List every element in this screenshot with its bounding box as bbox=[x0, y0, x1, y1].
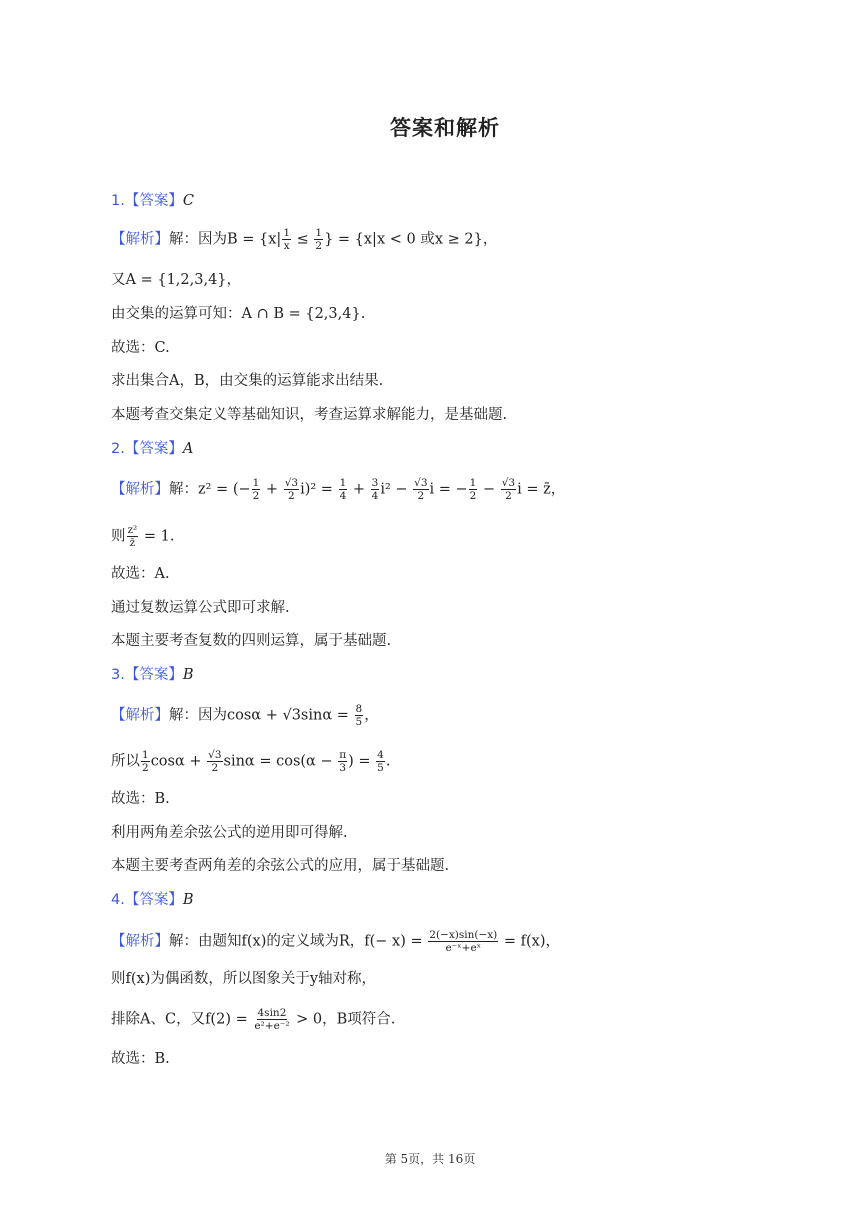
q3-analysis-line-1: 【解析】解：因为cosα + √3sinα = $\frac{8}{5}$ ， bbox=[111, 703, 379, 728]
answer-tag: 【答案】 bbox=[124, 667, 183, 683]
analysis-tag: 【解析】 bbox=[111, 707, 169, 724]
q1-line-3: 由交集的运算可知：A ∩ B = {2,3,4}. bbox=[111, 306, 366, 322]
q2-answer-line bbox=[111, 439, 193, 459]
fraction: $\frac{1}{x}$ bbox=[283, 227, 290, 252]
q1-answer: C bbox=[182, 193, 194, 209]
q4-answer: B bbox=[182, 892, 194, 908]
q2-line-4: 通过复数运算公式即可求解. bbox=[111, 600, 290, 616]
analysis-tag: 【解析】 bbox=[111, 231, 169, 248]
q1-line-4: 故选：C. bbox=[111, 340, 170, 356]
q2-answer: A bbox=[182, 441, 194, 457]
answer-tag: 【答案】 bbox=[124, 441, 183, 457]
q2-line-2: 则 $\frac{\text{z²}}{z̄}$ = 1. bbox=[111, 524, 175, 549]
q4-number: 4. bbox=[111, 892, 125, 908]
q2-analysis-line-1: 【解析】解：z² = (− $\frac{1}{2}$ + $\frac{√3}{2}$ i)² = $\frac{1}{4}$ + $\frac{3}{4}$ i² − $\frac{√3}{2}$ i = − $\frac{1}{2}$ − $\frac{√3}{2}$ i = z̄， bbox=[111, 477, 566, 502]
q3-line-5: 本题主要考查两角差的余弦公式的应用，属于基础题. bbox=[111, 858, 450, 874]
q1-line-5: 求出集合A，B，由交集的运算能求出结果. bbox=[111, 373, 384, 389]
q4-answer-line bbox=[111, 890, 194, 910]
page-footer: 第 5页，共 16页 bbox=[384, 1152, 476, 1166]
q3-number: 3. bbox=[111, 667, 125, 683]
q1-line-2: 又A = {1,2,3,4}， bbox=[111, 272, 242, 288]
q3-line-2: 所以 $\frac{1}{2}$ cosα + $\frac{√3}{2}$ sinα = cos(α − $\frac{\pi}{3}$ ) = $\frac{4}{5}$ . bbox=[111, 749, 391, 774]
q1-number: 1. bbox=[111, 193, 125, 209]
q1-text: 解：因为B = {x| bbox=[169, 231, 282, 248]
q2-number: 2. bbox=[111, 441, 125, 457]
q3-line-3: 故选：B. bbox=[111, 791, 170, 807]
analysis-tag: 【解析】 bbox=[111, 481, 169, 498]
page-title: 答案和解析 bbox=[390, 116, 500, 140]
q3-answer: B bbox=[182, 667, 194, 683]
q2-line-3: 故选：A. bbox=[111, 566, 170, 582]
q1-answer-line bbox=[111, 191, 194, 211]
q1-analysis-line-1: 【解析】解：因为B = {x| $\frac{1}{x}$ ≤ $\frac{1}{2}$ } = {x|x < 0 或x ≥ 2}， bbox=[111, 227, 498, 252]
q4-line-2: 则f(x)为偶函数，所以图象关于y轴对称， bbox=[111, 971, 377, 987]
analysis-tag: 【解析】 bbox=[111, 933, 169, 950]
q4-analysis-line-1: 【解析】解：由题知f(x)的定义域为R，f(− x) = $\frac{2(-x)\sin(-x)}{\text{e⁻ˣ+eˣ}}$ = f(x)， bbox=[111, 929, 561, 954]
q4-line-4: 故选：B. bbox=[111, 1051, 170, 1067]
answer-tag: 【答案】 bbox=[124, 193, 183, 209]
q3-line-4: 利用两角差余弦公式的逆用即可得解. bbox=[111, 825, 348, 841]
q3-answer-line bbox=[111, 665, 194, 685]
q2-line-5: 本题主要考查复数的四则运算，属于基础题. bbox=[111, 633, 392, 649]
q4-line-3: 排除A、C，又f(2) = $\frac{4\sin 2}{\text{e²+e⁻²}}$ > 0，B项符合. bbox=[111, 1007, 396, 1032]
fraction: $\frac{1}{2}$ bbox=[315, 227, 323, 252]
answer-tag: 【答案】 bbox=[124, 892, 183, 908]
q1-line-6: 本题考查交集定义等基础知识，考查运算求解能力，是基础题. bbox=[111, 407, 508, 423]
